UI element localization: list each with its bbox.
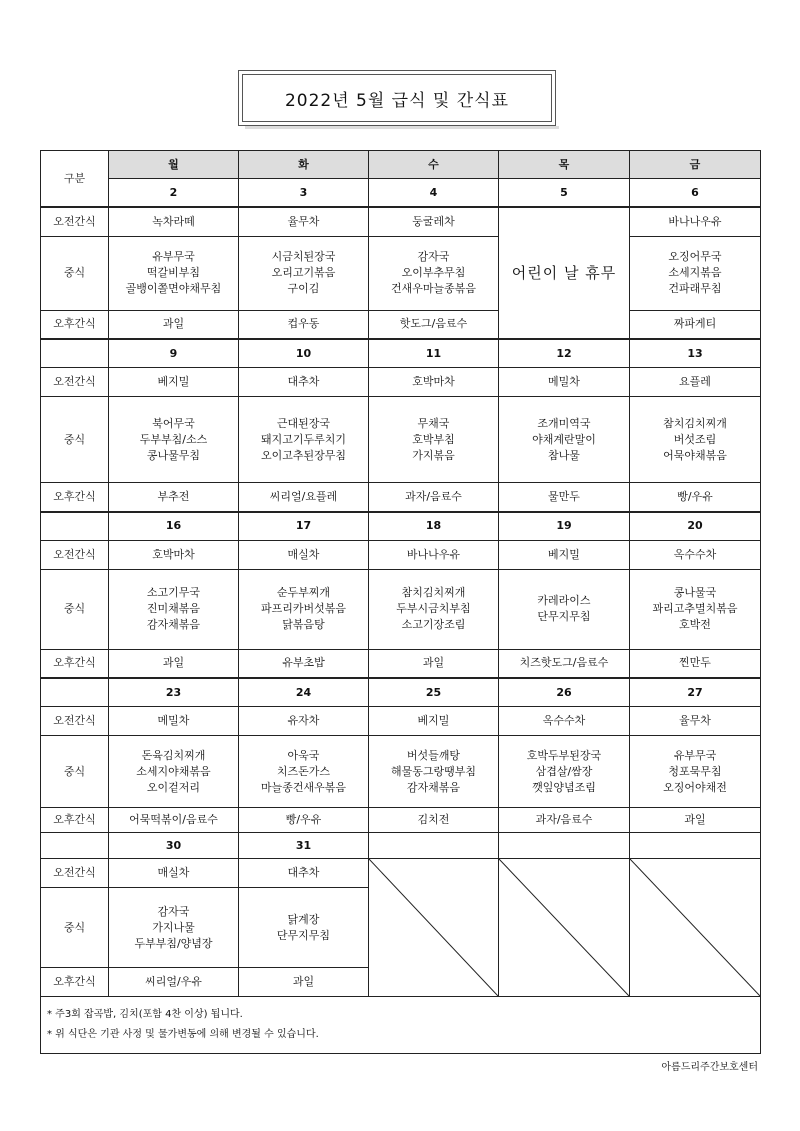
pm-snack-cell: 김치전 xyxy=(369,808,499,833)
lunch-cell xyxy=(239,236,369,310)
pm-snack-cell: 짜파게티 xyxy=(630,310,761,339)
menu-item: 단무지무침 xyxy=(537,610,591,623)
lunch-cell xyxy=(239,736,369,808)
pm-snack-cell: 과일 xyxy=(239,968,369,997)
am-snack-cell: 베지밀 xyxy=(499,540,630,569)
am-snack-cell: 대추차 xyxy=(239,859,369,888)
date-cell xyxy=(41,339,109,368)
menu-item: 참치김치찌개 xyxy=(401,586,466,599)
lunch-cell xyxy=(109,397,239,483)
menu-item: 가지나물 xyxy=(152,920,195,934)
pm-snack-cell: 과일 xyxy=(109,310,239,339)
menu-item: 시금치된장국 xyxy=(271,250,336,263)
menu-item: 두부부침/소스 xyxy=(139,432,208,446)
date-cell: 18 xyxy=(369,512,499,541)
date-cell: 20 xyxy=(630,512,761,541)
diagonal-slash xyxy=(630,859,760,996)
row-label-lunch: 중식 xyxy=(41,888,109,968)
menu-item: 해물동그랑땡부침 xyxy=(390,764,476,778)
menu-item: 건새우마늘종볶음 xyxy=(390,282,476,295)
menu-item: 콩나물무침 xyxy=(146,448,201,462)
date-cell xyxy=(369,833,499,859)
day-header-tue: 화 xyxy=(239,151,369,179)
day-header-thu: 목 xyxy=(499,151,630,179)
empty-cell xyxy=(630,859,761,997)
date-cell: 19 xyxy=(499,512,630,541)
date-cell: 3 xyxy=(239,179,369,208)
menu-item: 감자채볶음 xyxy=(406,780,461,794)
pm-snack-cell: 치즈핫도그/음료수 xyxy=(499,649,630,678)
menu-item: 오리고기볶음 xyxy=(271,266,336,279)
menu-item: 유부무국 xyxy=(152,250,195,263)
date-cell: 26 xyxy=(499,678,630,707)
day-header-mon: 월 xyxy=(109,151,239,179)
pm-snack-cell: 빵/우유 xyxy=(630,483,761,512)
am-snack-cell: 율무차 xyxy=(630,707,761,736)
menu-item: 근대된장국 xyxy=(276,416,331,430)
menu-item: 닭계장 xyxy=(287,912,320,926)
row-label-lunch: 중식 xyxy=(41,569,109,649)
pm-snack-cell: 빵/우유 xyxy=(239,808,369,833)
category-header: 구분 xyxy=(41,151,109,208)
menu-item: 유부무국 xyxy=(673,748,717,762)
holiday-cell: 어린이 날 휴무 xyxy=(499,207,630,339)
am-snack-cell: 둥굴레차 xyxy=(369,207,499,236)
menu-item: 감자채볶음 xyxy=(146,618,201,631)
lunch-cell xyxy=(630,569,761,649)
menu-item: 떡갈비부침 xyxy=(146,266,201,279)
empty-cell xyxy=(499,859,630,997)
lunch-cell xyxy=(109,888,239,968)
menu-item: 참치김치찌개 xyxy=(663,416,727,430)
menu-item: 소고기장조림 xyxy=(401,618,466,631)
lunch-cell xyxy=(499,736,630,808)
pm-snack-cell: 과일 xyxy=(630,808,761,833)
diagonal-slash xyxy=(369,859,498,996)
date-cell xyxy=(41,678,109,707)
pm-snack-cell: 물만두 xyxy=(499,483,630,512)
menu-item: 야채계란말이 xyxy=(532,432,596,446)
day-header-fri: 금 xyxy=(630,151,761,179)
am-snack-cell: 호박마차 xyxy=(369,368,499,397)
organization-name: 아름드리주간보호센터 xyxy=(661,1062,758,1073)
menu-table xyxy=(40,150,761,1054)
lunch-cell xyxy=(630,236,761,310)
date-cell: 25 xyxy=(369,678,499,707)
lunch-cell xyxy=(369,397,499,483)
menu-item: 소세지야채볶음 xyxy=(136,764,211,778)
menu-item: 마늘종건새우볶음 xyxy=(260,780,346,794)
menu-item: 파프리카버섯볶음 xyxy=(260,602,346,615)
lunch-cell xyxy=(369,736,499,808)
row-label-am-snack: 오전간식 xyxy=(41,207,109,236)
date-cell: 23 xyxy=(109,678,239,707)
pm-snack-cell: 유부초밥 xyxy=(239,649,369,678)
am-snack-cell: 대추차 xyxy=(239,368,369,397)
pm-snack-cell: 어묵떡볶이/음료수 xyxy=(109,808,239,833)
page-title: 2022년 5월 급식 및 간식표 xyxy=(242,74,552,122)
am-snack-cell: 메밀차 xyxy=(499,368,630,397)
diagonal-slash xyxy=(499,859,629,996)
menu-item: 참나물 xyxy=(548,448,580,462)
pm-snack-cell: 씨리얼/우유 xyxy=(109,968,239,997)
date-cell: 10 xyxy=(239,339,369,368)
lunch-cell xyxy=(369,569,499,649)
menu-item: 소고기무국 xyxy=(146,586,201,599)
row-label-am-snack: 오전간식 xyxy=(41,707,109,736)
date-cell: 24 xyxy=(239,678,369,707)
pm-snack-cell: 과자/음료수 xyxy=(499,808,630,833)
row-label-am-snack: 오전간식 xyxy=(41,368,109,397)
note-line: * 주3회 잡곡밥, 김치(포함 4찬 이상) 됩니다. xyxy=(47,1009,243,1020)
menu-item: 버섯들깨탕 xyxy=(406,748,461,762)
menu-item: 치즈돈가스 xyxy=(276,764,331,778)
date-cell xyxy=(499,833,630,859)
date-cell: 31 xyxy=(239,833,369,859)
lunch-cell xyxy=(499,397,630,483)
menu-item: 꽈리고추멸치볶음 xyxy=(652,602,738,615)
lunch-cell xyxy=(239,569,369,649)
menu-item: 오이부추무침 xyxy=(401,266,466,279)
menu-item: 무채국 xyxy=(417,416,450,430)
menu-item: 오징어무국 xyxy=(668,250,722,263)
lunch-cell xyxy=(369,236,499,310)
lunch-cell xyxy=(109,736,239,808)
pm-snack-cell: 핫도그/음료수 xyxy=(369,310,499,339)
lunch-cell xyxy=(630,736,761,808)
title-box xyxy=(238,70,556,126)
menu-item: 감자국 xyxy=(417,250,450,263)
date-cell xyxy=(41,512,109,541)
pm-snack-cell: 컵우동 xyxy=(239,310,369,339)
am-snack-cell: 요플레 xyxy=(630,368,761,397)
menu-item: 호박두부된장국 xyxy=(526,748,602,762)
row-label-pm-snack: 오후간식 xyxy=(41,649,109,678)
date-cell: 4 xyxy=(369,179,499,208)
am-snack-cell: 유자차 xyxy=(239,707,369,736)
pm-snack-cell: 과자/음료수 xyxy=(369,483,499,512)
menu-item: 소세지볶음 xyxy=(668,266,722,279)
pm-snack-cell: 씨리얼/요플레 xyxy=(239,483,369,512)
lunch-cell xyxy=(239,397,369,483)
lunch-cell xyxy=(109,569,239,649)
am-snack-cell: 매실차 xyxy=(109,859,239,888)
am-snack-cell: 녹차라떼 xyxy=(109,207,239,236)
menu-item: 버섯조림 xyxy=(673,432,717,446)
date-cell: 30 xyxy=(109,833,239,859)
menu-item: 카레라이스 xyxy=(537,594,591,607)
menu-item: 단무지무침 xyxy=(276,928,331,942)
lunch-cell xyxy=(109,236,239,310)
menu-item: 닭볶음탕 xyxy=(282,618,325,631)
date-cell xyxy=(630,833,761,859)
am-snack-cell: 메밀차 xyxy=(109,707,239,736)
row-label-am-snack: 오전간식 xyxy=(41,859,109,888)
menu-item: 감자국 xyxy=(157,904,190,918)
menu-item: 북어무국 xyxy=(152,416,195,430)
date-cell: 17 xyxy=(239,512,369,541)
menu-item: 어묵야채볶음 xyxy=(663,448,727,462)
row-label-pm-snack: 오후간식 xyxy=(41,968,109,997)
menu-item: 호박부침 xyxy=(412,432,455,446)
am-snack-cell: 베지밀 xyxy=(109,368,239,397)
menu-item: 오이고추된장무침 xyxy=(260,448,346,462)
date-cell: 16 xyxy=(109,512,239,541)
date-cell: 6 xyxy=(630,179,761,208)
menu-item: 삼겹살/쌈장 xyxy=(535,764,593,778)
am-snack-cell: 옥수수차 xyxy=(499,707,630,736)
row-label-pm-snack: 오후간식 xyxy=(41,310,109,339)
menu-item: 호박전 xyxy=(679,618,711,631)
row-label-pm-snack: 오후간식 xyxy=(41,483,109,512)
menu-item: 아욱국 xyxy=(287,748,320,762)
date-cell xyxy=(41,833,109,859)
date-cell: 12 xyxy=(499,339,630,368)
notes xyxy=(41,997,761,1054)
menu-item: 콩나물국 xyxy=(673,586,717,599)
date-cell: 9 xyxy=(109,339,239,368)
date-cell: 13 xyxy=(630,339,761,368)
am-snack-cell: 옥수수차 xyxy=(630,540,761,569)
menu-item: 돈육김치찌개 xyxy=(141,748,206,762)
row-label-am-snack: 오전간식 xyxy=(41,540,109,569)
menu-item: 건파래무침 xyxy=(668,282,722,295)
menu-item: 돼지고기두루치기 xyxy=(260,432,346,446)
row-label-pm-snack: 오후간식 xyxy=(41,808,109,833)
menu-item: 두부부침/양념장 xyxy=(134,936,213,950)
menu-item: 조개미역국 xyxy=(537,416,591,430)
pm-snack-cell: 찐만두 xyxy=(630,649,761,678)
am-snack-cell: 바나나우유 xyxy=(369,540,499,569)
lunch-cell xyxy=(499,569,630,649)
note-line: * 위 식단은 기관 사정 및 물가변동에 의해 변경될 수 있습니다. xyxy=(47,1029,319,1040)
date-cell: 11 xyxy=(369,339,499,368)
row-label-lunch: 중식 xyxy=(41,397,109,483)
empty-cell xyxy=(369,859,499,997)
date-cell: 2 xyxy=(109,179,239,208)
menu-item: 오이겉저리 xyxy=(146,780,201,794)
pm-snack-cell: 부추전 xyxy=(109,483,239,512)
pm-snack-cell: 과일 xyxy=(369,649,499,678)
menu-item: 깻잎양념조림 xyxy=(532,780,596,794)
menu-item: 구이김 xyxy=(287,282,320,295)
row-label-lunch: 중식 xyxy=(41,736,109,808)
menu-item: 가지볶음 xyxy=(412,448,455,462)
lunch-cell xyxy=(239,888,369,968)
am-snack-cell: 베지밀 xyxy=(369,707,499,736)
menu-item: 순두부찌개 xyxy=(276,586,331,599)
am-snack-cell: 바나나우유 xyxy=(630,207,761,236)
date-cell: 27 xyxy=(630,678,761,707)
date-cell: 5 xyxy=(499,179,630,208)
day-header-wed: 수 xyxy=(369,151,499,179)
row-label-lunch: 중식 xyxy=(41,236,109,310)
am-snack-cell: 호박마차 xyxy=(109,540,239,569)
menu-item: 골뱅이쫄면야채무침 xyxy=(125,282,222,295)
menu-item: 청포묵무침 xyxy=(668,764,722,778)
menu-item: 진미채볶음 xyxy=(146,602,201,615)
menu-item: 두부시금치부침 xyxy=(396,602,471,615)
lunch-cell xyxy=(630,397,761,483)
pm-snack-cell: 과일 xyxy=(109,649,239,678)
am-snack-cell: 율무차 xyxy=(239,207,369,236)
am-snack-cell: 매실차 xyxy=(239,540,369,569)
menu-item: 오징어야채전 xyxy=(663,780,727,794)
